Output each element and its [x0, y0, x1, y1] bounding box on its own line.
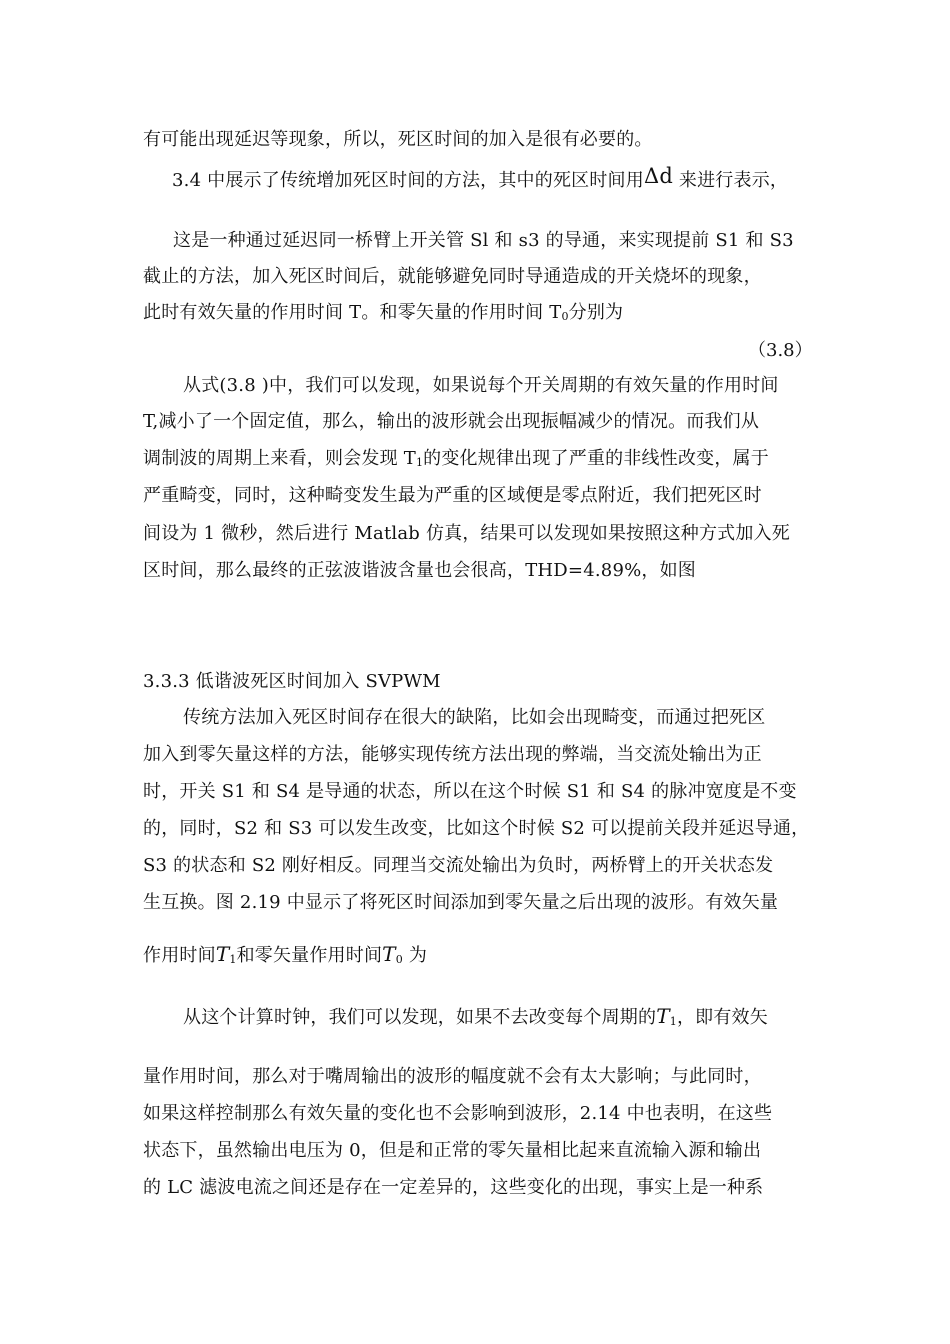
- text-line: 生互换。图 2.19 中显示了将死区时间添加到零矢量之后出现的波形。有效矢量: [143, 892, 779, 913]
- text-line: 有可能出现延迟等现象，所以，死区时间的加入是很有必要的。: [143, 129, 653, 150]
- subscript: 1: [669, 1015, 677, 1028]
- text-line: 如果这样控制那么有效矢量的变化也不会影响到波形，2.14 中也表明，在这些: [143, 1103, 773, 1124]
- text-line: 间设为 1 微秒，然后进行 Matlab 仿真，结果可以发现如果按照这种方式加入死: [143, 523, 790, 544]
- text-line: 传统方法加入死区时间存在很大的缺陷，比如会出现畸变，而通过把死区: [183, 707, 766, 728]
- text-segment: 的变化规律出现了严重的非线性改变，属于: [423, 448, 769, 469]
- text-line: 时，开关 S1 和 S4 是导通的状态，所以在这个时候 S1 和 S4 的脉冲宽度是不变: [143, 781, 797, 802]
- text-segment: 分别为: [568, 302, 624, 323]
- text-segment: 作用时间: [143, 945, 216, 966]
- math-symbol: T: [382, 942, 396, 966]
- text-segment: 为: [408, 945, 428, 966]
- delta-d-symbol: Δd: [643, 164, 673, 188]
- subscript: 1: [415, 456, 424, 469]
- text-line: [183, 1004, 768, 1034]
- subscript: 1: [229, 953, 237, 966]
- text-line: 截止的方法，加入死区时间后，就能够避免同时导通造成的开关烧坏的现象，: [143, 266, 762, 287]
- text-line: 区时间，那么最终的正弦波谐波含量也会很高，THD=4.89%，如图: [143, 560, 696, 581]
- text-segment: 调制波的周期上来看，则会发现 T: [143, 448, 416, 469]
- text-segment: 此时有效矢量的作用时间 T。和零矢量的作用时间 T: [143, 302, 562, 323]
- text-line: [143, 301, 623, 329]
- text-line: 量作用时间，那么对于嘴周输出的波形的幅度就不会有太大影响；与此同时，: [143, 1066, 762, 1087]
- text-segment: 和零矢量作用时间: [236, 945, 383, 966]
- text-line: 状态下，虽然输出电压为 0，但是和正常的零矢量相比起来直流输入源和输出: [143, 1140, 762, 1161]
- text-segment: 来进行表示，: [678, 170, 789, 191]
- text-segment: ，即有效矢: [676, 1007, 768, 1028]
- text-line: [172, 164, 789, 193]
- text-line: 的，同时，S2 和 S3 可以发生改变，比如这个时候 S2 可以提前关段并延迟导通，: [143, 818, 810, 839]
- text-segment: 3.4 中展示了传统增加死区时间的方法，其中的死区时间用: [172, 170, 644, 191]
- subscript: 0: [395, 953, 403, 966]
- text-line: 的 LC 滤波电流之间还是存在一定差异的，这些变化的出现，事实上是一种系: [143, 1177, 764, 1198]
- text-segment: 从这个计算时钟，我们可以发现，如果不去改变每个周期的: [183, 1007, 657, 1028]
- text-line: [143, 447, 769, 475]
- text-line: 加入到零矢量这样的方法，能够实现传统方法出现的弊端，当交流处输出为正: [143, 744, 762, 765]
- text-line: 从式(3.8 )中，我们可以发现，如果说每个开关周期的有效矢量的作用时间: [183, 375, 779, 396]
- text-line: [143, 942, 427, 972]
- text-line: 严重畸变，同时，这种畸变发生最为严重的区域便是零点附近，我们把死区时: [143, 485, 762, 506]
- text-line: T,减小了一个固定值，那么，输出的波形就会出现振幅减少的情况。而我们从: [143, 411, 760, 432]
- section-heading: 3.3.3 低谐波死区时间加入 SVPWM: [143, 671, 441, 692]
- subscript: 0: [561, 310, 569, 323]
- math-symbol: T: [215, 942, 230, 966]
- math-symbol: T: [656, 1004, 670, 1028]
- text-line: 这是一种通过延迟同一桥臂上开关管 Sl 和 s3 的导通，来实现提前 S1 和 S3: [173, 230, 794, 251]
- text-line: S3 的状态和 S2 刚好相反。同理当交流处输出为负时，两桥臂上的开关状态发: [143, 855, 774, 876]
- equation-number: （3.8）: [748, 340, 813, 361]
